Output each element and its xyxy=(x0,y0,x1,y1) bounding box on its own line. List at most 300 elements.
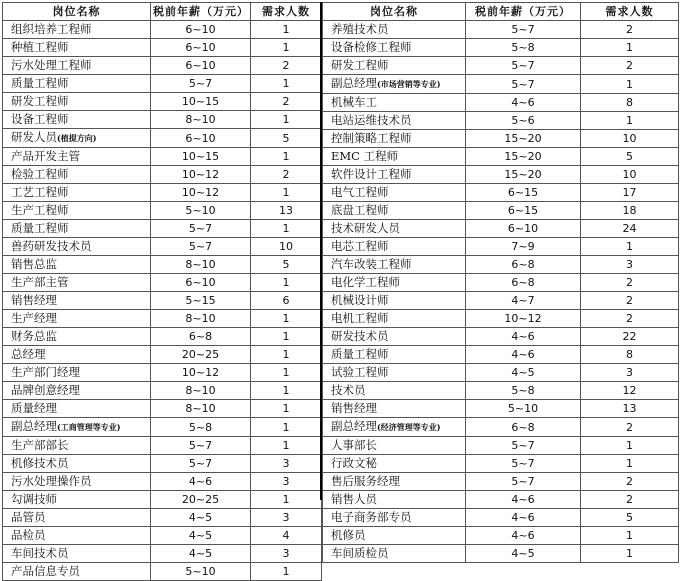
position-name: 生产部主管 xyxy=(11,275,69,289)
position-name-cell xyxy=(3,509,151,527)
position-name-cell xyxy=(323,418,466,437)
salary-cell: 4~6 xyxy=(151,473,251,491)
demand-count-cell: 1 xyxy=(251,75,322,93)
salary-cell: 6~10 xyxy=(151,21,251,39)
demand-count-cell: 2 xyxy=(581,274,679,292)
position-name: 设备工程师 xyxy=(11,112,69,126)
salary-cell: 6~15 xyxy=(466,184,581,202)
demand-count-cell: 8 xyxy=(581,346,679,364)
position-name-cell xyxy=(323,400,466,418)
position-note: (经济管理等专业) xyxy=(377,422,441,432)
position-name-cell xyxy=(3,220,151,238)
table-row xyxy=(3,21,322,39)
position-name-cell xyxy=(323,39,466,57)
demand-count-cell: 13 xyxy=(251,202,322,220)
table-row xyxy=(323,509,679,527)
table-row xyxy=(3,382,322,400)
demand-count-cell: 1 xyxy=(251,563,322,581)
position-name-cell xyxy=(3,455,151,473)
position-name: 研发人员 xyxy=(11,130,57,144)
position-name: 研发技术员 xyxy=(331,329,389,343)
salary-cell: 4~7 xyxy=(466,292,581,310)
demand-count-cell: 17 xyxy=(581,184,679,202)
position-name: 销售人员 xyxy=(331,492,377,506)
demand-count-cell: 2 xyxy=(251,93,322,111)
table-row xyxy=(323,202,679,220)
table-row xyxy=(3,310,322,328)
table-row xyxy=(323,328,679,346)
position-name: 生产部部长 xyxy=(11,438,69,452)
position-name-cell xyxy=(323,455,466,473)
position-name: 品牌创意经理 xyxy=(11,383,80,397)
table-row xyxy=(3,455,322,473)
table-row xyxy=(323,400,679,418)
demand-count-cell: 1 xyxy=(581,527,679,545)
position-name: 品管员 xyxy=(11,510,46,524)
demand-count-cell: 1 xyxy=(251,310,322,328)
demand-count-cell: 1 xyxy=(251,400,322,418)
position-name-cell xyxy=(3,292,151,310)
table-header-row xyxy=(3,3,322,21)
position-name-cell xyxy=(3,57,151,75)
demand-count-cell: 2 xyxy=(251,166,322,184)
demand-count-cell: 5 xyxy=(581,509,679,527)
salary-cell: 15~20 xyxy=(466,130,581,148)
position-name-cell xyxy=(323,364,466,382)
demand-count-cell: 1 xyxy=(251,220,322,238)
table-row xyxy=(323,292,679,310)
position-name: 底盘工程师 xyxy=(331,203,389,217)
salary-cell: 6~10 xyxy=(466,220,581,238)
position-name-cell xyxy=(323,491,466,509)
header-demand: 需求人数 xyxy=(581,3,679,21)
position-name: 副总经理 xyxy=(11,419,57,433)
table-row xyxy=(3,166,322,184)
demand-count-cell: 1 xyxy=(581,437,679,455)
salary-cell: 4~6 xyxy=(466,328,581,346)
demand-count-cell: 1 xyxy=(581,75,679,94)
demand-count-cell: 1 xyxy=(251,418,322,437)
position-name: 生产经理 xyxy=(11,311,57,325)
position-name-cell xyxy=(323,328,466,346)
header-position: 岗位名称 xyxy=(323,3,466,21)
table-row xyxy=(323,112,679,130)
table-row xyxy=(323,310,679,328)
position-name-cell xyxy=(323,75,466,94)
salary-cell: 10~12 xyxy=(151,364,251,382)
table-row xyxy=(3,184,322,202)
salary-cell: 5~7 xyxy=(466,455,581,473)
table-row xyxy=(323,437,679,455)
table-row xyxy=(3,202,322,220)
salary-cell: 4~5 xyxy=(466,364,581,382)
position-name: 电子商务部专员 xyxy=(331,510,412,524)
position-name-cell xyxy=(323,256,466,274)
demand-count-cell: 2 xyxy=(581,491,679,509)
position-name: 财务总监 xyxy=(11,329,57,343)
position-name: 兽药研发技术员 xyxy=(11,239,92,253)
salary-cell: 4~5 xyxy=(151,509,251,527)
header-position: 岗位名称 xyxy=(3,3,151,21)
salary-cell: 4~6 xyxy=(466,491,581,509)
salary-cell: 15~20 xyxy=(466,166,581,184)
salary-cell: 8~10 xyxy=(151,382,251,400)
position-name-cell xyxy=(323,148,466,166)
position-name-cell xyxy=(3,21,151,39)
position-name: 控制策略工程师 xyxy=(331,131,412,145)
salary-cell: 5~10 xyxy=(151,563,251,581)
salary-cell: 6~10 xyxy=(151,57,251,75)
position-name: 生产部门经理 xyxy=(11,365,80,379)
position-name-cell xyxy=(3,184,151,202)
position-name-cell xyxy=(3,310,151,328)
position-name-cell xyxy=(3,148,151,166)
salary-cell: 15~20 xyxy=(466,148,581,166)
salary-cell: 5~7 xyxy=(151,238,251,256)
demand-count-cell: 2 xyxy=(581,310,679,328)
position-name-cell xyxy=(3,527,151,545)
position-name-cell xyxy=(3,545,151,563)
position-name-cell xyxy=(3,491,151,509)
salary-cell: 5~7 xyxy=(466,57,581,75)
salary-cell: 5~7 xyxy=(466,75,581,94)
position-name-cell xyxy=(3,382,151,400)
demand-count-cell: 1 xyxy=(251,274,322,292)
table-row xyxy=(3,509,322,527)
position-name-cell xyxy=(323,94,466,112)
table-row xyxy=(323,545,679,563)
position-name: 生产工程师 xyxy=(11,203,69,217)
position-name-cell xyxy=(3,256,151,274)
position-note: (工商管理等专业) xyxy=(57,422,121,432)
demand-count-cell: 18 xyxy=(581,202,679,220)
table-row xyxy=(3,563,322,581)
table-row xyxy=(323,130,679,148)
table-row xyxy=(3,292,322,310)
position-name: 工艺工程师 xyxy=(11,185,69,199)
table-row xyxy=(3,238,322,256)
position-name: 机修员 xyxy=(331,528,366,542)
table-row xyxy=(3,545,322,563)
demand-count-cell: 24 xyxy=(581,220,679,238)
position-name: 电芯工程师 xyxy=(331,239,389,253)
position-name: 污水处理工程师 xyxy=(11,58,92,72)
position-name: 组织培养工程师 xyxy=(11,22,92,36)
position-name-cell xyxy=(3,202,151,220)
position-name-cell xyxy=(3,328,151,346)
position-name-cell xyxy=(323,112,466,130)
salary-cell: 6~8 xyxy=(466,274,581,292)
salary-cell: 4~6 xyxy=(466,527,581,545)
position-name: 汽车改装工程师 xyxy=(331,257,412,271)
demand-count-cell: 3 xyxy=(581,364,679,382)
demand-count-cell: 1 xyxy=(581,238,679,256)
position-name-cell xyxy=(323,473,466,491)
demand-count-cell: 8 xyxy=(581,94,679,112)
position-note: (植提方向) xyxy=(57,133,97,143)
position-name: 产品开发主管 xyxy=(11,149,80,163)
position-name: 软件设计工程师 xyxy=(331,167,412,181)
position-name-cell xyxy=(3,93,151,111)
position-name: 种植工程师 xyxy=(11,40,69,54)
demand-count-cell: 1 xyxy=(251,491,322,509)
demand-count-cell: 10 xyxy=(251,238,322,256)
salary-cell: 4~5 xyxy=(151,545,251,563)
demand-count-cell: 6 xyxy=(251,292,322,310)
table-row xyxy=(323,274,679,292)
salary-cell: 8~10 xyxy=(151,256,251,274)
demand-count-cell: 1 xyxy=(581,112,679,130)
position-name: 车间质检员 xyxy=(331,546,389,560)
demand-count-cell: 22 xyxy=(581,328,679,346)
position-name: 品检员 xyxy=(11,528,46,542)
demand-count-cell: 2 xyxy=(581,292,679,310)
salary-cell: 5~7 xyxy=(466,21,581,39)
demand-count-cell: 10 xyxy=(581,130,679,148)
table-row xyxy=(3,437,322,455)
header-salary: 税前年薪（万元） xyxy=(466,3,581,21)
table-row xyxy=(3,328,322,346)
demand-count-cell: 3 xyxy=(251,509,322,527)
position-name-cell xyxy=(3,238,151,256)
position-name: 研发工程师 xyxy=(331,58,389,72)
table-row xyxy=(3,491,322,509)
table-row xyxy=(3,346,322,364)
salary-cell: 4~5 xyxy=(466,545,581,563)
demand-count-cell: 3 xyxy=(581,256,679,274)
table-row xyxy=(3,400,322,418)
position-name-cell xyxy=(323,130,466,148)
table-row xyxy=(3,75,322,93)
demand-count-cell: 1 xyxy=(251,328,322,346)
position-name-cell xyxy=(3,39,151,57)
salary-cell: 5~7 xyxy=(151,220,251,238)
table-row xyxy=(3,93,322,111)
position-name: 质量工程师 xyxy=(11,221,69,235)
table-row xyxy=(3,274,322,292)
position-name: EMC 工程师 xyxy=(331,149,399,163)
position-name: 质量工程师 xyxy=(331,347,389,361)
position-name: 电机工程师 xyxy=(331,311,389,325)
salary-cell: 6~10 xyxy=(151,129,251,148)
position-name-cell xyxy=(323,437,466,455)
salary-cell: 8~10 xyxy=(151,400,251,418)
salary-cell: 5~10 xyxy=(151,202,251,220)
position-name-cell xyxy=(3,274,151,292)
position-name-cell xyxy=(323,238,466,256)
salary-cell: 5~8 xyxy=(466,382,581,400)
demand-count-cell: 2 xyxy=(581,21,679,39)
salary-cell: 10~12 xyxy=(466,310,581,328)
demand-count-cell: 3 xyxy=(251,545,322,563)
salary-cell: 5~8 xyxy=(151,418,251,437)
salary-cell: 6~8 xyxy=(151,328,251,346)
salary-cell: 5~8 xyxy=(466,39,581,57)
salary-cell: 7~9 xyxy=(466,238,581,256)
table-row xyxy=(3,111,322,129)
position-name-cell xyxy=(3,346,151,364)
demand-count-cell: 1 xyxy=(251,148,322,166)
table-row xyxy=(323,364,679,382)
position-name: 销售经理 xyxy=(11,293,57,307)
salary-cell: 6~10 xyxy=(151,274,251,292)
header-demand: 需求人数 xyxy=(251,3,322,21)
position-name: 副总经理 xyxy=(331,419,377,433)
position-name: 技术员 xyxy=(331,383,366,397)
position-name: 研发工程师 xyxy=(11,94,69,108)
table-row xyxy=(323,75,679,94)
position-name-cell xyxy=(323,21,466,39)
header-salary: 税前年薪（万元） xyxy=(151,3,251,21)
table-row xyxy=(323,527,679,545)
salary-cell: 5~7 xyxy=(151,455,251,473)
position-name-cell xyxy=(3,111,151,129)
table-row xyxy=(3,473,322,491)
table-row xyxy=(3,129,322,148)
position-name: 养殖技术员 xyxy=(331,22,389,36)
position-name: 销售经理 xyxy=(331,401,377,415)
salary-cell: 6~15 xyxy=(466,202,581,220)
table-row xyxy=(3,364,322,382)
salary-cell: 5~6 xyxy=(466,112,581,130)
salary-cell: 5~15 xyxy=(151,292,251,310)
salary-cell: 10~12 xyxy=(151,166,251,184)
position-name-cell xyxy=(323,292,466,310)
position-name: 机修技术员 xyxy=(11,456,69,470)
position-name-cell xyxy=(3,437,151,455)
salary-cell: 10~15 xyxy=(151,148,251,166)
position-name: 销售总监 xyxy=(11,257,57,271)
demand-count-cell: 1 xyxy=(581,545,679,563)
salary-cell: 5~7 xyxy=(466,473,581,491)
position-name-cell xyxy=(323,184,466,202)
demand-count-cell: 1 xyxy=(251,364,322,382)
position-name: 车间技术员 xyxy=(11,546,69,560)
position-name-cell xyxy=(3,364,151,382)
table-row xyxy=(3,57,322,75)
position-name: 试验工程师 xyxy=(331,365,389,379)
position-name-cell xyxy=(323,310,466,328)
position-name: 污水处理操作员 xyxy=(11,474,92,488)
salary-cell: 4~5 xyxy=(151,527,251,545)
salary-cell: 10~15 xyxy=(151,93,251,111)
salary-cell: 20~25 xyxy=(151,491,251,509)
demand-count-cell: 12 xyxy=(581,382,679,400)
position-name: 副总经理 xyxy=(331,76,377,90)
right-table-panel xyxy=(322,2,678,560)
position-name: 电气工程师 xyxy=(331,185,389,199)
table-header-row xyxy=(323,3,679,21)
position-name-cell xyxy=(3,400,151,418)
table-row xyxy=(323,238,679,256)
salary-cell: 4~6 xyxy=(466,346,581,364)
position-name: 行政文秘 xyxy=(331,456,377,470)
position-name: 电化学工程师 xyxy=(331,275,400,289)
demand-count-cell: 5 xyxy=(251,256,322,274)
table-row xyxy=(3,39,322,57)
table-row xyxy=(323,21,679,39)
demand-count-cell: 3 xyxy=(251,473,322,491)
demand-count-cell: 2 xyxy=(581,473,679,491)
demand-count-cell: 4 xyxy=(251,527,322,545)
demand-count-cell: 1 xyxy=(581,39,679,57)
position-name-cell xyxy=(3,418,151,437)
table-row xyxy=(323,473,679,491)
demand-count-cell: 2 xyxy=(581,418,679,437)
salary-cell: 5~10 xyxy=(466,400,581,418)
table-row xyxy=(323,220,679,238)
salary-cell: 8~10 xyxy=(151,310,251,328)
position-name: 质量工程师 xyxy=(11,76,69,90)
position-name: 总经理 xyxy=(11,347,46,361)
salary-cell: 6~8 xyxy=(466,418,581,437)
position-name-cell xyxy=(323,166,466,184)
position-name-cell xyxy=(323,545,466,563)
demand-count-cell: 3 xyxy=(251,455,322,473)
position-name-cell xyxy=(3,129,151,148)
position-name: 电站运维技术员 xyxy=(331,113,412,127)
table-row xyxy=(3,256,322,274)
position-name: 人事部长 xyxy=(331,438,377,452)
left-table-panel xyxy=(2,2,321,578)
demand-count-cell: 1 xyxy=(251,382,322,400)
salary-cell: 8~10 xyxy=(151,111,251,129)
table-row xyxy=(323,94,679,112)
position-note: (市场营销等专业) xyxy=(377,79,441,89)
table-row xyxy=(323,57,679,75)
position-name-cell xyxy=(323,346,466,364)
salary-cell: 5~7 xyxy=(151,75,251,93)
position-name: 勾调技师 xyxy=(11,492,57,506)
position-name-cell xyxy=(323,509,466,527)
salary-cell: 5~7 xyxy=(466,437,581,455)
demand-count-cell: 10 xyxy=(581,166,679,184)
position-name: 质量经理 xyxy=(11,401,57,415)
position-name-cell xyxy=(323,274,466,292)
position-name-cell xyxy=(3,166,151,184)
demand-count-cell: 1 xyxy=(251,437,322,455)
salary-cell: 5~7 xyxy=(151,437,251,455)
position-name-cell xyxy=(323,527,466,545)
position-name: 产品信息专员 xyxy=(11,564,80,578)
salary-cell: 4~6 xyxy=(466,94,581,112)
table-row xyxy=(323,184,679,202)
position-name-cell xyxy=(323,57,466,75)
table-row xyxy=(323,166,679,184)
salary-cell: 20~25 xyxy=(151,346,251,364)
demand-count-cell: 2 xyxy=(581,57,679,75)
demand-count-cell: 1 xyxy=(251,39,322,57)
position-name-cell xyxy=(3,473,151,491)
demand-count-cell: 2 xyxy=(251,57,322,75)
table-row xyxy=(323,455,679,473)
salary-cell: 4~6 xyxy=(466,509,581,527)
right-salary-table xyxy=(322,2,679,563)
position-name-cell xyxy=(323,382,466,400)
demand-count-cell: 1 xyxy=(251,184,322,202)
position-name-cell xyxy=(3,563,151,581)
table-row xyxy=(3,148,322,166)
table-row xyxy=(323,382,679,400)
position-name: 检验工程师 xyxy=(11,167,69,181)
position-name: 技术研发人员 xyxy=(331,221,400,235)
table-row xyxy=(3,418,322,437)
table-row xyxy=(3,220,322,238)
table-row xyxy=(323,418,679,437)
salary-cell: 10~12 xyxy=(151,184,251,202)
position-name-cell xyxy=(3,75,151,93)
position-name: 设备检修工程师 xyxy=(331,40,412,54)
